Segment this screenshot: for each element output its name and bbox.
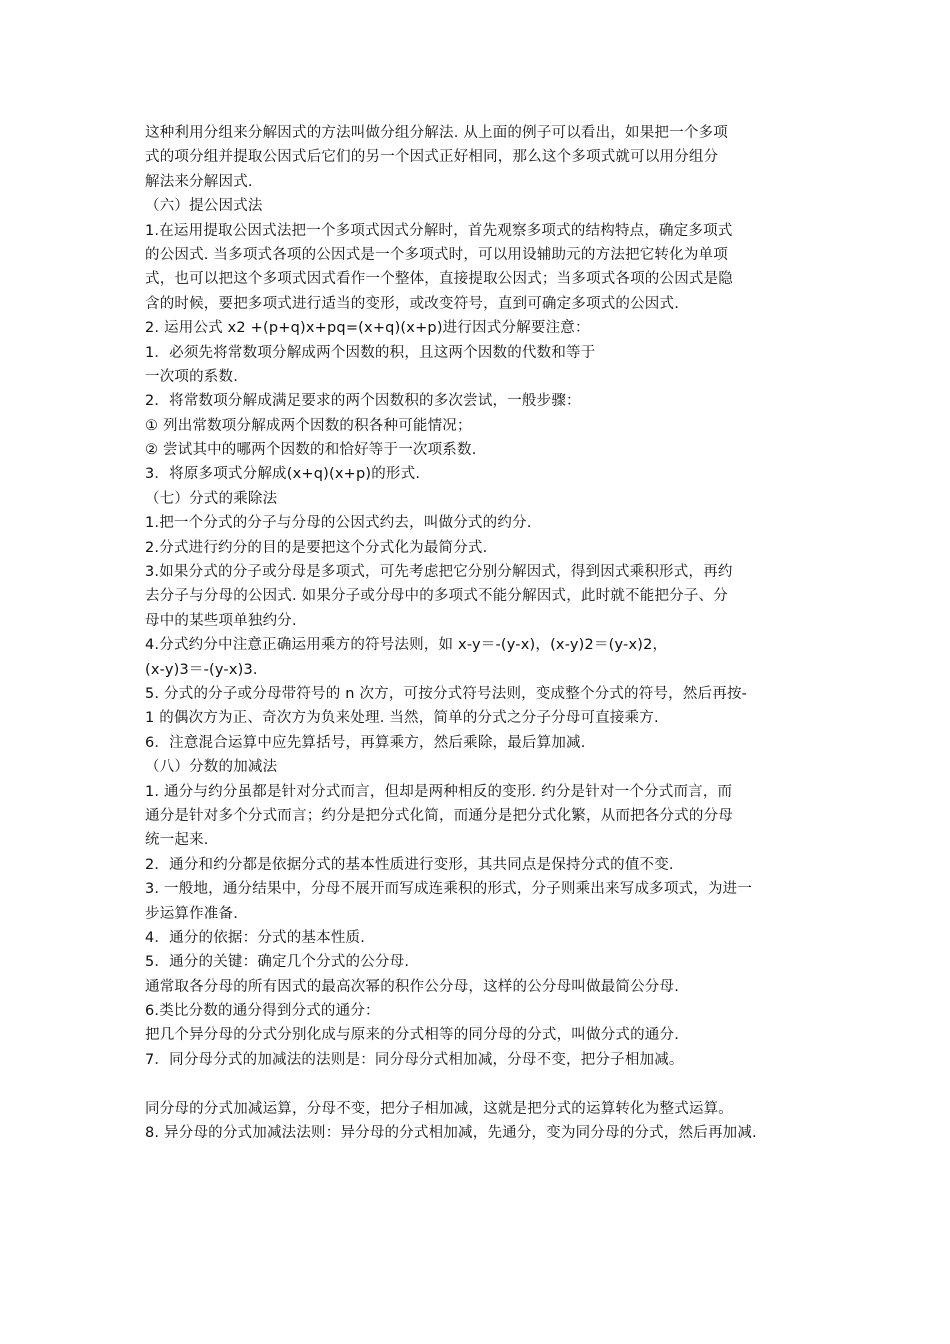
text-line: ② 尝试其中的哪两个因数的和恰好等于一次项系数.	[145, 442, 477, 459]
text-line: 2．通分和约分都是依据分式的基本性质进行变形，其共同点是保持分式的值不变.	[145, 856, 674, 873]
text-line: 步运算作准备.	[145, 905, 239, 922]
text-line: 4．通分的依据：分式的基本性质.	[145, 929, 366, 946]
text-line: 1 的偶次方为正、奇次方为负来处理. 当然，简单的分式之分子分母可直接乘方.	[145, 710, 659, 727]
text-line: 1.在运用提取公因式法把一个多项式因式分解时，首先观察多项式的结构特点，确定多项式	[145, 222, 733, 239]
text-line: 3.如果分式的分子或分母是多项式，可先考虑把它分别分解因式，得到因式乘积形式，再约	[145, 564, 733, 581]
text-line: 母中的某些项单独约分.	[145, 612, 297, 629]
document-page	[145, 121, 825, 1145]
text-line: 1．必须先将常数项分解成两个因数的积，且这两个因数的代数和等于	[145, 344, 596, 361]
text-line: 把几个异分母的分式分别化成与原来的分式相等的同分母的分式，叫做分式的通分.	[145, 1027, 680, 1044]
text-line: 这种利用分组来分解因式的方法叫做分组分解法. 从上面的例子可以看出，如果把一个多项	[145, 125, 728, 141]
text-line: ① 列出常数项分解成两个因数的积各种可能情况；	[145, 417, 472, 434]
text-line: 解法来分解因式.	[145, 173, 253, 190]
text-line: 同分母的分式加减运算，分母不变，把分子相加减，这就是把分式的运算转化为整式运算。	[145, 1100, 733, 1117]
text-line: 1. 通分与约分虽都是针对分式而言，但却是两种相反的变形. 约分是针对一个分式而言，而	[145, 783, 733, 800]
blank-line	[145, 1072, 825, 1096]
section-heading: （八）分数的加减法	[145, 759, 278, 776]
text-line: 5. 分式的分子或分母带符号的 n 次方，可按分式符号法则，变成整个分式的符号，然后再按-	[145, 685, 748, 702]
text-line: 8. 异分母的分式加减法法则：异分母的分式相加减，先通分，变为同分母的分式，然后再加减.	[145, 1125, 757, 1142]
text-line: 2.分式进行约分的目的是要把这个分式化为最简分式.	[145, 539, 488, 556]
text-line: 3．将原多项式分解成(x+q)(x+p)的形式.	[145, 466, 421, 483]
text-line: 统一起来.	[145, 832, 209, 849]
text-line: 1.把一个分式的分子与分母的公因式约去，叫做分式的约分.	[145, 515, 532, 532]
text-line: 3. 一般地，通分结果中，分母不展开而写成连乘积的形式，分子则乘出来写成多项式，为进一	[145, 881, 753, 898]
text-line: 6.类比分数的通分得到分式的通分：	[145, 1003, 380, 1020]
text-line: 6．注意混合运算中应先算括号，再算乘方，然后乘除，最后算加减.	[145, 734, 586, 751]
text-line: 去分子与分母的公因式. 如果分子或分母中的多项式不能分解因式，此时就不能把分子、分	[145, 588, 728, 605]
section-heading: （六）提公因式法	[145, 198, 263, 215]
text-line: 5．通分的关键：确定几个分式的公分母.	[145, 954, 410, 971]
text-line: 含的时候，要把多项式进行适当的变形，或改变符号，直到可确定多项式的公因式.	[145, 295, 680, 312]
text-line: 2．将常数项分解成满足要求的两个因数积的多次尝试，一般步骤：	[145, 393, 581, 410]
text-line: (x-y)3＝-(y-x)3.	[145, 661, 258, 678]
text-line: 式的项分组并提取公因式后它们的另一个因式正好相同，那么这个多项式就可以用分组分	[145, 149, 719, 166]
text-line: 通分是针对多个分式而言；约分是把分式化简，而通分是把分式化繁，从而把各分式的分母	[145, 807, 733, 824]
text-line: 2. 运用公式 x2 +(p+q)x+pq=(x+q)(x+p)进行因式分解要注意：	[145, 320, 590, 337]
section-heading: （七）分式的乘除法	[145, 490, 278, 507]
text-line: 通常取各分母的所有因式的最高次幂的积作公分母，这样的公分母叫做最简公分母.	[145, 978, 680, 995]
text-line: 式，也可以把这个多项式因式看作一个整体，直接提取公因式；当多项式各项的公因式是隐	[145, 271, 733, 288]
text-line: 的公因式. 当多项式各项的公因式是一个多项式时，可以用设辅助元的方法把它转化为单项	[145, 246, 728, 263]
text-line: 7．同分母分式的加减法的法则是：同分母分式相加减，分母不变，把分子相加减。	[145, 1051, 684, 1068]
text-line: 一次项的系数.	[145, 368, 239, 385]
text-line: 4.分式约分中注意正确运用乘方的符号法则，如 x-y＝-(y-x)，(x-y)2＝(y-x)2，	[145, 637, 668, 654]
